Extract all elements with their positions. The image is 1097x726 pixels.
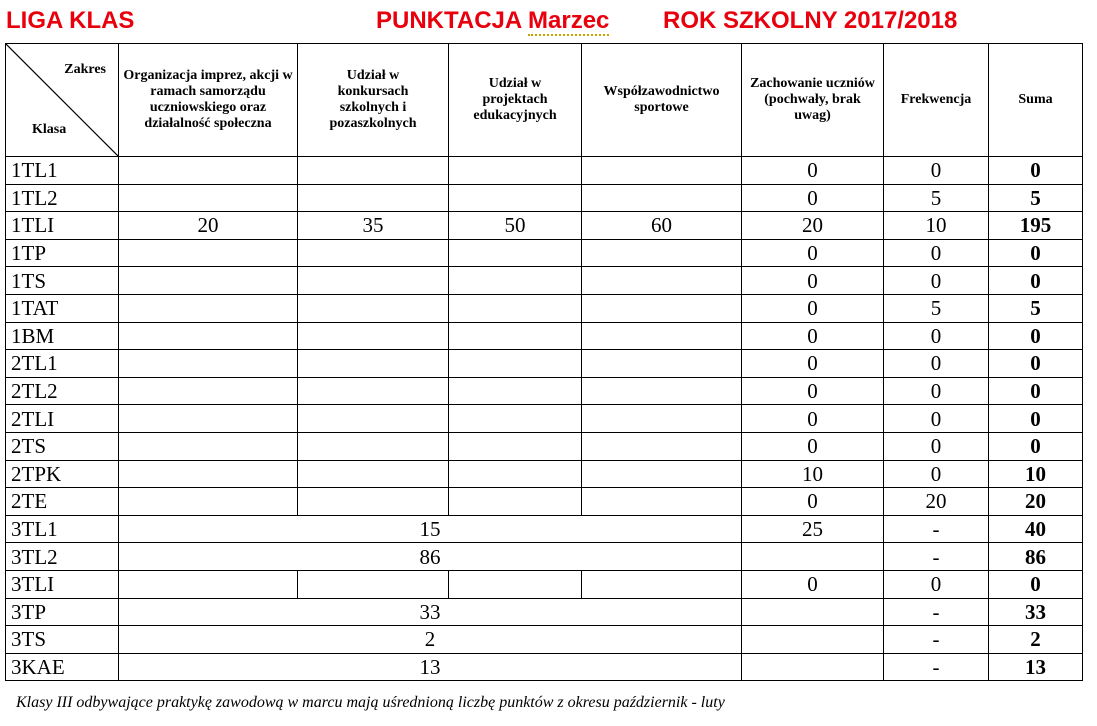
konkursy-cell [298, 267, 449, 295]
organizacja-cell [119, 239, 298, 267]
frekwencja-cell: 20 [884, 488, 989, 516]
suma-cell: 86 [989, 543, 1083, 571]
table-row [6, 157, 1083, 185]
table-row [6, 653, 1083, 681]
suma-cell: 20 [989, 488, 1083, 516]
table-row [6, 377, 1083, 405]
table-row [6, 570, 1083, 598]
organizacja-cell [119, 322, 298, 350]
table-row [6, 212, 1083, 240]
footnote: Klasy III odbywające praktykę zawodową w marcu mają uśrednioną liczbę punktów z okresu październik - luty [16, 694, 725, 711]
konkursy-cell [298, 350, 449, 378]
zachowanie-cell: 10 [742, 460, 884, 488]
sport-cell [582, 488, 742, 516]
class-name-cell: 1TL2 [6, 184, 119, 212]
header-frekwencja: Frekwencja [884, 44, 989, 157]
organizacja-cell [119, 405, 298, 433]
projekty-cell [449, 294, 582, 322]
suma-cell: 0 [989, 570, 1083, 598]
suma-cell: 40 [989, 515, 1083, 543]
zachowanie-cell [742, 653, 884, 681]
frekwencja-cell: 0 [884, 405, 989, 433]
konkursy-cell [298, 570, 449, 598]
frekwencja-cell: 0 [884, 432, 989, 460]
zachowanie-cell [742, 543, 884, 571]
zachowanie-cell: 0 [742, 184, 884, 212]
corner-zakres-label: Zakres [64, 62, 106, 77]
frekwencja-cell: 0 [884, 267, 989, 295]
frekwencja-cell: 0 [884, 460, 989, 488]
organizacja-cell [119, 460, 298, 488]
class-name-cell: 3TL2 [6, 543, 119, 571]
class-name-cell: 2TL2 [6, 377, 119, 405]
header-projekty: Udział w projektach edukacyjnych [449, 44, 582, 157]
suma-cell: 0 [989, 350, 1083, 378]
sport-cell [582, 184, 742, 212]
class-name-cell: 2TPK [6, 460, 119, 488]
class-name-cell: 2TLI [6, 405, 119, 433]
organizacja-cell [119, 350, 298, 378]
frekwencja-cell: 0 [884, 322, 989, 350]
class-name-cell: 2TS [6, 432, 119, 460]
class-name-cell: 3TLI [6, 570, 119, 598]
zachowanie-cell: 0 [742, 377, 884, 405]
merged-points-cell: 13 [119, 653, 742, 681]
organizacja-cell [119, 570, 298, 598]
corner-klasa-label: Klasa [32, 122, 67, 137]
header-organizacja: Organizacja imprez, akcji w ramach samorządu uczniowskiego oraz działalność społeczna [119, 44, 298, 157]
konkursy-cell [298, 184, 449, 212]
frekwencja-cell: - [884, 543, 989, 571]
school-year-title: ROK SZKOLNY 2017/2018 [663, 7, 958, 34]
zachowanie-cell: 25 [742, 515, 884, 543]
table-row [6, 267, 1083, 295]
projekty-cell [449, 184, 582, 212]
sport-cell [582, 267, 742, 295]
title-bar [0, 4, 1097, 40]
sport-cell [582, 405, 742, 433]
suma-cell: 0 [989, 432, 1083, 460]
organizacja-cell [119, 267, 298, 295]
zachowanie-cell: 0 [742, 488, 884, 516]
scoring-title [376, 7, 609, 35]
class-name-cell: 3TS [6, 626, 119, 654]
class-name-cell: 2TE [6, 488, 119, 516]
zachowanie-cell: 0 [742, 267, 884, 295]
class-name-cell: 1TLI [6, 212, 119, 240]
diagonal-divider [6, 44, 118, 156]
zachowanie-cell [742, 626, 884, 654]
konkursy-cell [298, 432, 449, 460]
konkursy-cell [298, 157, 449, 185]
frekwencja-cell: 0 [884, 377, 989, 405]
sport-cell [582, 570, 742, 598]
table-row [6, 488, 1083, 516]
sport-cell [582, 460, 742, 488]
table-row [6, 543, 1083, 571]
table-body [6, 157, 1083, 681]
organizacja-cell [119, 432, 298, 460]
suma-cell: 13 [989, 653, 1083, 681]
merged-points-cell: 33 [119, 598, 742, 626]
corner-header [6, 44, 119, 157]
konkursy-cell [298, 322, 449, 350]
frekwencja-cell: 0 [884, 570, 989, 598]
konkursy-cell: 35 [298, 212, 449, 240]
organizacja-cell [119, 377, 298, 405]
suma-cell: 195 [989, 212, 1083, 240]
zachowanie-cell: 0 [742, 405, 884, 433]
zachowanie-cell: 0 [742, 570, 884, 598]
projekty-cell [449, 432, 582, 460]
projekty-cell [449, 267, 582, 295]
table-row [6, 626, 1083, 654]
zachowanie-cell: 0 [742, 294, 884, 322]
frekwencja-cell: 0 [884, 157, 989, 185]
projekty-cell [449, 488, 582, 516]
table-row [6, 460, 1083, 488]
merged-points-cell: 2 [119, 626, 742, 654]
suma-cell: 0 [989, 267, 1083, 295]
month-label: Marzec [528, 7, 610, 34]
table-row [6, 239, 1083, 267]
score-table [5, 43, 1083, 681]
table-row [6, 432, 1083, 460]
sport-cell [582, 157, 742, 185]
zachowanie-cell: 0 [742, 239, 884, 267]
projekty-cell [449, 377, 582, 405]
konkursy-cell [298, 488, 449, 516]
table-row [6, 598, 1083, 626]
organizacja-cell [119, 157, 298, 185]
sport-cell [582, 350, 742, 378]
class-name-cell: 1TS [6, 267, 119, 295]
frekwencja-cell: - [884, 626, 989, 654]
suma-cell: 0 [989, 377, 1083, 405]
suma-cell: 5 [989, 294, 1083, 322]
organizacja-cell [119, 184, 298, 212]
zachowanie-cell: 0 [742, 157, 884, 185]
class-name-cell: 3KAE [6, 653, 119, 681]
frekwencja-cell: - [884, 653, 989, 681]
table-row [6, 322, 1083, 350]
sport-cell [582, 239, 742, 267]
projekty-cell [449, 239, 582, 267]
merged-points-cell: 15 [119, 515, 742, 543]
header-suma: Suma [989, 44, 1083, 157]
class-name-cell: 1TP [6, 239, 119, 267]
header-zachowanie: Zachowanie uczniów (pochwały, brak uwag) [742, 44, 884, 157]
frekwencja-cell: 5 [884, 294, 989, 322]
class-name-cell: 1TAT [6, 294, 119, 322]
suma-cell: 5 [989, 184, 1083, 212]
sport-cell: 60 [582, 212, 742, 240]
zachowanie-cell: 0 [742, 432, 884, 460]
class-name-cell: 3TL1 [6, 515, 119, 543]
suma-cell: 0 [989, 157, 1083, 185]
league-title: LIGA KLAS [6, 7, 135, 34]
table-row [6, 405, 1083, 433]
suma-cell: 33 [989, 598, 1083, 626]
table-row [6, 350, 1083, 378]
frekwencja-cell: 5 [884, 184, 989, 212]
konkursy-cell [298, 294, 449, 322]
sport-cell [582, 432, 742, 460]
suma-cell: 0 [989, 405, 1083, 433]
frekwencja-cell: 10 [884, 212, 989, 240]
scoring-label: PUNKTACJA [376, 7, 529, 34]
header-sport: Współzawodnictwo sportowe [582, 44, 742, 157]
class-name-cell: 1TL1 [6, 157, 119, 185]
zachowanie-cell [742, 598, 884, 626]
konkursy-cell [298, 239, 449, 267]
konkursy-cell [298, 460, 449, 488]
konkursy-cell [298, 377, 449, 405]
projekty-cell [449, 157, 582, 185]
sport-cell [582, 377, 742, 405]
header-konkursy: Udział w konkursach szkolnych i pozaszkolnych [298, 44, 449, 157]
organizacja-cell [119, 488, 298, 516]
zachowanie-cell: 20 [742, 212, 884, 240]
frekwencja-cell: - [884, 515, 989, 543]
projekty-cell [449, 322, 582, 350]
sport-cell [582, 294, 742, 322]
projekty-cell [449, 570, 582, 598]
suma-cell: 10 [989, 460, 1083, 488]
frekwencja-cell: - [884, 598, 989, 626]
projekty-cell: 50 [449, 212, 582, 240]
projekty-cell [449, 460, 582, 488]
table-row [6, 515, 1083, 543]
class-name-cell: 3TP [6, 598, 119, 626]
sport-cell [582, 322, 742, 350]
merged-points-cell: 86 [119, 543, 742, 571]
frekwencja-cell: 0 [884, 350, 989, 378]
suma-cell: 0 [989, 322, 1083, 350]
header-row [6, 44, 1083, 157]
table-row [6, 184, 1083, 212]
organizacja-cell: 20 [119, 212, 298, 240]
projekty-cell [449, 350, 582, 378]
suma-cell: 2 [989, 626, 1083, 654]
konkursy-cell [298, 405, 449, 433]
frekwencja-cell: 0 [884, 239, 989, 267]
zachowanie-cell: 0 [742, 350, 884, 378]
zachowanie-cell: 0 [742, 322, 884, 350]
projekty-cell [449, 405, 582, 433]
suma-cell: 0 [989, 239, 1083, 267]
class-name-cell: 2TL1 [6, 350, 119, 378]
class-name-cell: 1BM [6, 322, 119, 350]
table-row [6, 294, 1083, 322]
organizacja-cell [119, 294, 298, 322]
